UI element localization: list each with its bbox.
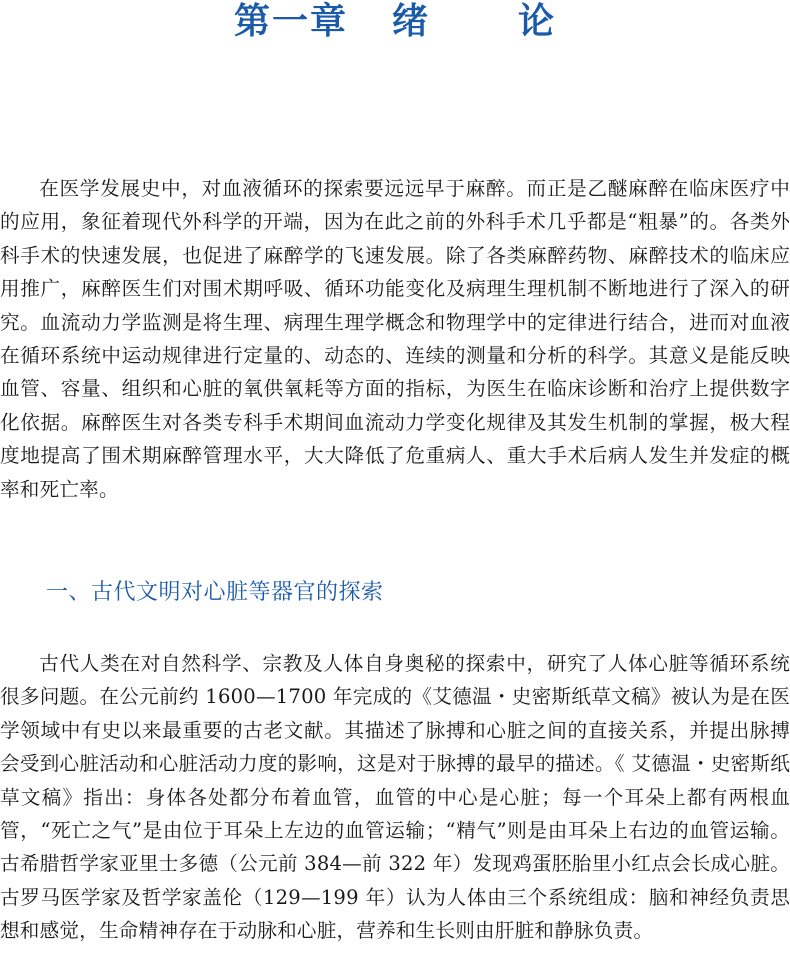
section-body-paragraph: 古代人类在对自然科学、宗教及人体自身奥秘的探索中，研究了人体心脏等循环系统很多问题。在公元前约 1600—1700 年完成的《艾德温・史密斯纸草文稿》被认为是在医学领域中有史以来最重要的古老文献。其描述了脉搏和心脏之间的直接关系，并提出脉搏会受到心脏活动和心脏活动力度的影响，这是对于脉搏的最早的描述。《 艾德温・史密斯纸草文稿》指出：身体各处都分布着血管，血管的中心是心脏；每一个耳朵上都有两根血管，“死亡之气”是由位于耳朵上左边的血管运输；“精气”则是由耳朵上右边的血管运输。古希腊哲学家亚里士多德（公元前 384—前 322 年）发现鸡蛋胚胎里小红点会长成心脏。古罗马医学家及哲学家盖伦（129—199 年）认为人体由三个系统组成：脑和神经负责思想和感觉，生命精神存在于动脉和心脏，营养和生长则由肝脏和静脉负责。 <box>0 652 790 943</box>
chapter-number: 第一章 <box>233 1 348 42</box>
chapter-title <box>0 0 790 44</box>
chapter-title-char-1: 绪 <box>391 1 430 42</box>
chapter-title-char-2: 论 <box>518 1 557 42</box>
section-heading: 一、古代文明对心脏等器官的探索 <box>46 580 384 605</box>
intro-paragraph: 在医学发展史中，对血液循环的探索要远远早于麻醉。而正是乙醚麻醉在临床医疗中的应用，象征着现代外科学的开端，因为在此之前的外科手术几乎都是“粗暴”的。各类外科手术的快速发展，也促进了麻醉学的飞速发展。除了各类麻醉药物、麻醉技术的临床应用推广，麻醉医生们对围术期呼吸、循环功能变化及病理生理机制不断地进行了深入的研究。血流动力学监测是将生理、病理生理学概念和物理学中的定律进行结合，进而对血液在循环系统中运动规律进行定量的、动态的、连续的测量和分析的科学。其意义是能反映血管、容量、组织和心脏的氧供氧耗等方面的指标，为医生在临床诊断和治疗上提供数字化依据。麻醉医生对各类专科手术期间血流动力学变化规律及其发生机制的掌握，极大程度地提高了围术期麻醉管理水平，大大降低了危重病人、重大手术后病人发生并发症的概率和死亡率。 <box>0 177 790 501</box>
